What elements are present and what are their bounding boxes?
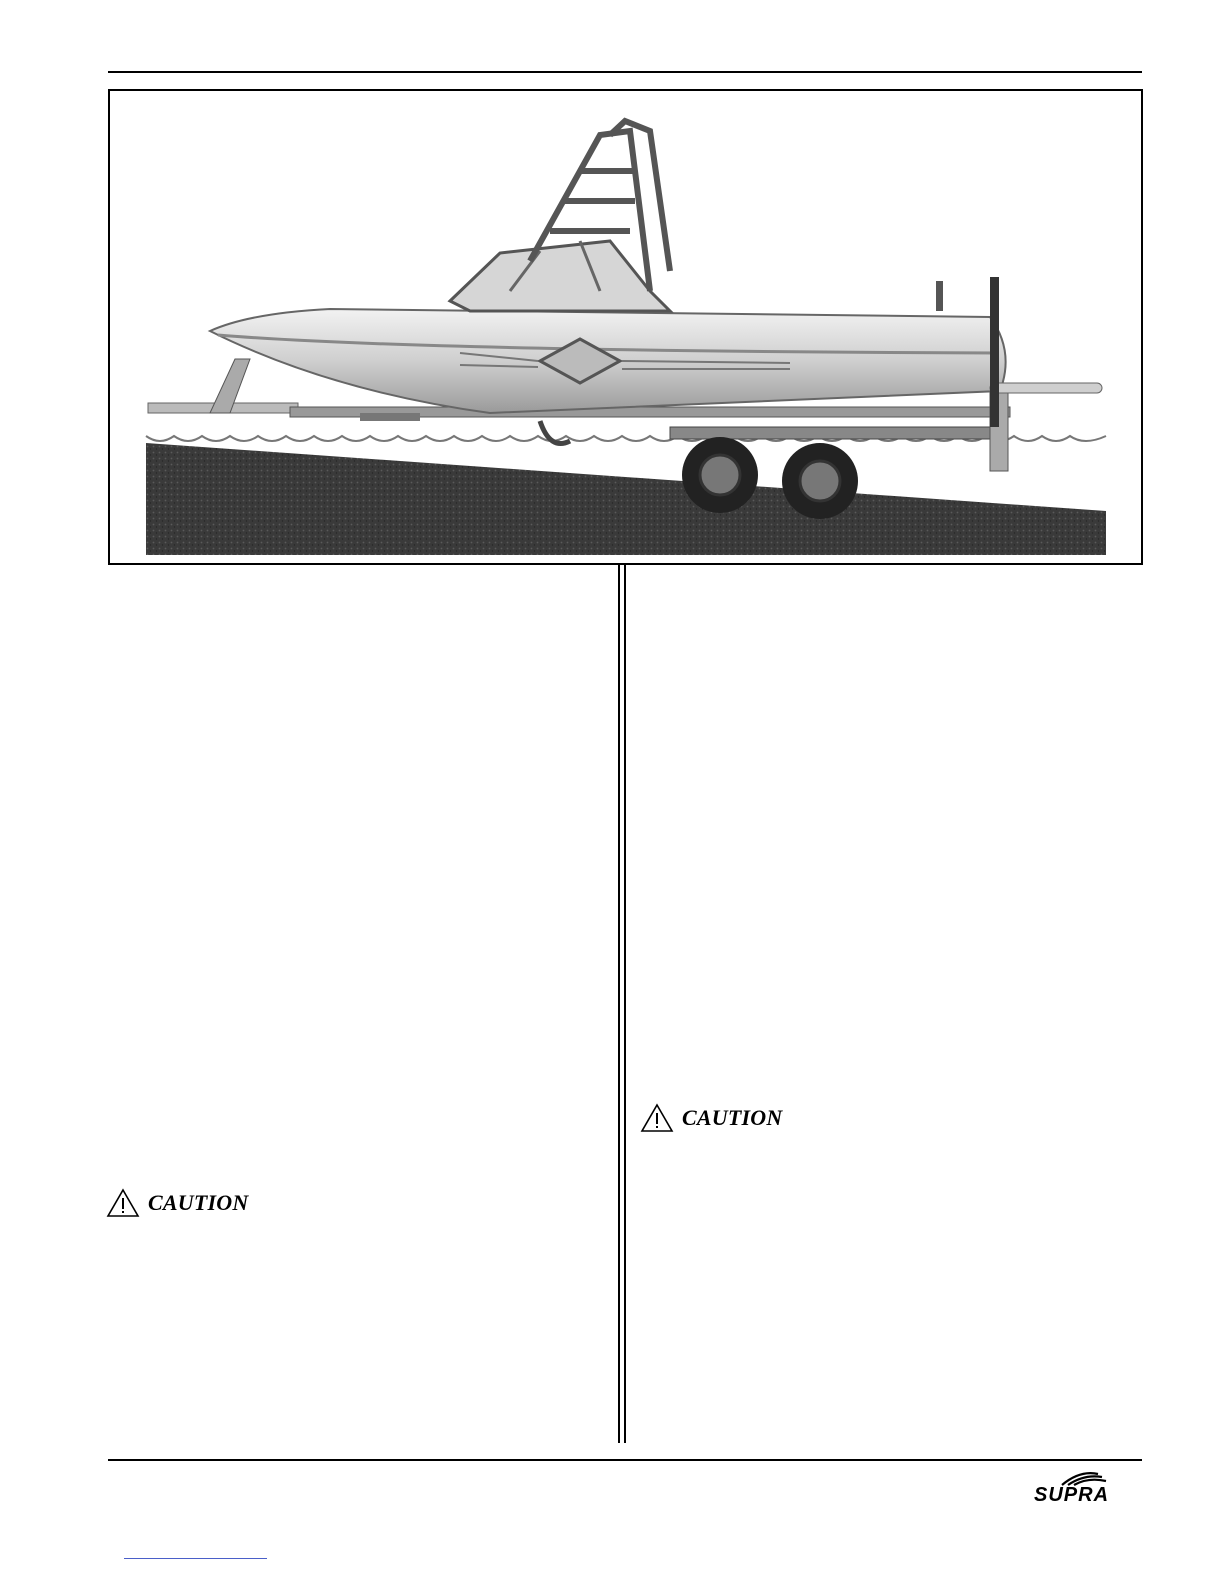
warning-triangle-icon <box>106 1188 140 1218</box>
caution-label: CAUTION <box>148 1190 249 1215</box>
warning-triangle-icon <box>640 1103 674 1133</box>
header-rule <box>108 71 1142 73</box>
column-divider <box>624 565 626 1443</box>
caution-heading <box>640 1103 782 1133</box>
footer-link-underline <box>124 1558 267 1559</box>
svg-text:SUPRA: SUPRA <box>1034 1484 1110 1504</box>
boat-trailer-illustration <box>110 91 1141 563</box>
launch-ramp <box>146 443 1106 555</box>
footer-rule <box>108 1459 1142 1461</box>
supra-logo <box>1032 1468 1144 1509</box>
column-divider <box>618 565 620 1443</box>
caution-heading <box>106 1188 248 1218</box>
boat-launch-figure <box>108 89 1143 565</box>
caution-label: CAUTION <box>682 1105 783 1130</box>
